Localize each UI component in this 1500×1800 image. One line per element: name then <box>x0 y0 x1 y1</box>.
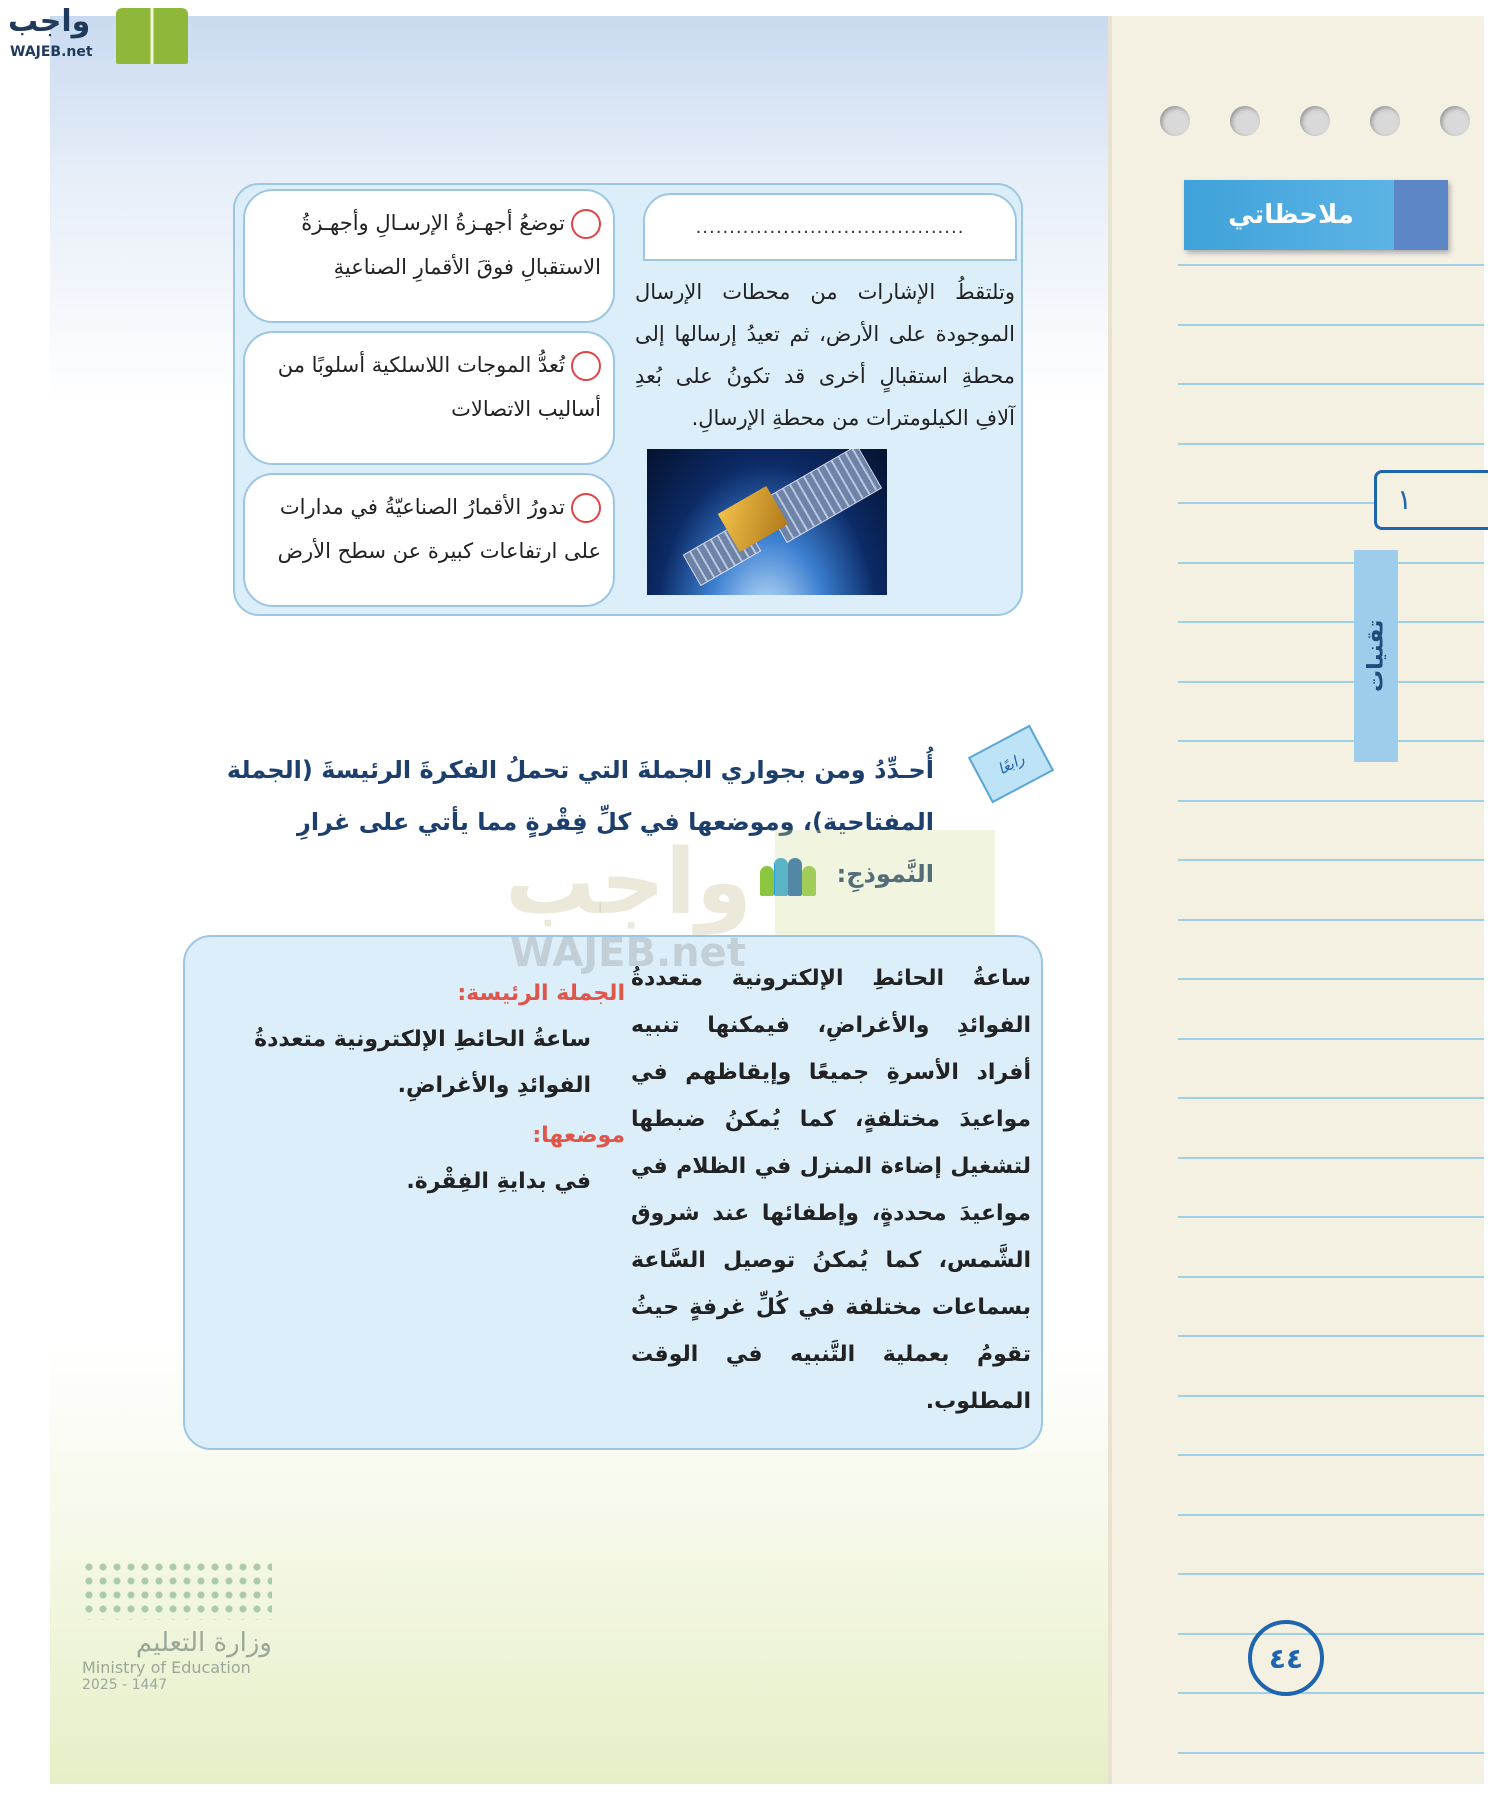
main-sentence: ساعةُ الحائطِ الإلكترونية متعددةُ الفوائدِ والأغراضِ. <box>254 1027 591 1098</box>
note-line <box>1178 1276 1484 1278</box>
note-line <box>1178 443 1484 445</box>
answer-field[interactable]: ........................................ <box>643 193 1017 261</box>
option-card[interactable] <box>243 331 615 465</box>
model-answer <box>195 971 625 1205</box>
note-line <box>1178 264 1484 266</box>
note-line <box>1178 1514 1484 1516</box>
binder-hole <box>1370 106 1400 136</box>
ministry-logo <box>82 1560 272 1693</box>
section-badge: رابعًا <box>968 725 1054 804</box>
ministry-year: 2025 - 1447 <box>82 1677 168 1693</box>
note-line <box>1178 1692 1484 1694</box>
exercise-box <box>233 183 1023 616</box>
note-line <box>1178 681 1484 683</box>
ministry-arabic: وزارة التعليم <box>135 1628 272 1658</box>
ministry-english: Ministry of Education <box>82 1658 251 1677</box>
note-line <box>1178 1454 1484 1456</box>
option-card[interactable] <box>243 189 615 323</box>
note-line <box>1178 1038 1484 1040</box>
position-value: في بدايةِ الفِقْرة. <box>406 1169 591 1194</box>
note-line <box>1178 978 1484 980</box>
note-line <box>1178 1752 1484 1754</box>
note-line <box>1178 1395 1484 1397</box>
model-box <box>183 935 1043 1450</box>
note-line <box>1178 562 1484 564</box>
note-line <box>1178 859 1484 861</box>
book-icon <box>116 8 188 64</box>
page-number: ٤٤ <box>1248 1620 1324 1696</box>
position-label: موضعها: <box>532 1123 625 1148</box>
satellite-image <box>647 449 887 595</box>
ministry-dots-icon <box>82 1560 272 1620</box>
binder-hole <box>1160 106 1190 136</box>
note-line <box>1178 1157 1484 1159</box>
note-line <box>1178 1335 1484 1337</box>
note-line <box>1178 1216 1484 1218</box>
note-line <box>1178 383 1484 385</box>
wajeb-logo[interactable] <box>8 4 190 66</box>
option-card[interactable] <box>243 473 615 607</box>
note-line <box>1178 800 1484 802</box>
exercise-paragraph: وتلتقطُ الإشارات من محطات الإرسال الموجودة على الأرض، ثم تعيدُ إرسالها إلى محطةِ استقبالٍ أخرى قد تكونُ على بُعدِ آلافِ الكيلومترات من محطةِ الإرسالِ. <box>635 280 1015 430</box>
model-paragraph: ساعةُ الحائطِ الإلكترونية متعددةُ الفوائدِ والأغراضِ، فيمكنها تنبيه أفراد الأسرةِ جميعًا وإيقاظهم في مواعيدَ مختلفةٍ، كما يُمكنُ ضبطها لتشغيل إضاءة المنزل في الظلام في مواعيدَ محددةٍ، وإطفائها عند شروق الشَّمس، كما يُمكنُ توصيل السَّاعة بسماعات مختلفة في كُلِّ غرفةٍ حيثُ تقومُ بعملية التَّنبيه في الوقت المطلوب. <box>631 966 1031 1414</box>
radio-button[interactable] <box>571 351 601 381</box>
section-instruction: أُحـدِّدُ ومن بجواري الجملةَ التي تحملُ الفكرةَ الرئيسةَ (الجملة المفتاحية)، وموضعها في كلِّ فِقْرةٍ مما يأتي على غرارِ النَّموذجِ: <box>226 756 934 888</box>
note-line <box>1178 1633 1484 1635</box>
option-text: توضعُ أجهـزةُ الإرسـالِ وأجهـزةُ الاستقبالِ فوقَ الأقمارِ الصناعيةِ <box>301 211 601 279</box>
watermark: واجب <box>505 830 752 935</box>
logo-arabic: واجب <box>8 4 91 39</box>
option-text: تدورُ الأقمارُ الصناعيّةُ في مدارات على ارتفاعات كبيرة عن سطح الأرض <box>277 495 601 563</box>
watermark-latin: WAJEB.net <box>510 930 746 976</box>
note-line <box>1178 1573 1484 1575</box>
note-line <box>1178 324 1484 326</box>
binder-hole <box>1230 106 1260 136</box>
unit-number: ١ <box>1374 470 1488 530</box>
notes-title-text: ملاحظاتي <box>1228 200 1354 230</box>
radio-button[interactable] <box>571 209 601 239</box>
radio-button[interactable] <box>571 493 601 523</box>
logo-latin: WAJEB.net <box>10 44 93 60</box>
unit-side-tab[interactable]: تقنيات <box>1354 550 1398 762</box>
main-sentence-label: الجملة الرئيسة: <box>457 981 625 1006</box>
option-text: تُعدُّ الموجات اللاسلكية أسلوبًا من أساليب الاتصالات <box>277 353 601 421</box>
binder-hole <box>1440 106 1470 136</box>
notes-title <box>1184 180 1448 250</box>
note-line <box>1178 1097 1484 1099</box>
note-line <box>1178 621 1484 623</box>
note-line <box>1178 919 1484 921</box>
notes-panel <box>1108 16 1484 1784</box>
note-line <box>1178 740 1484 742</box>
binder-hole <box>1300 106 1330 136</box>
